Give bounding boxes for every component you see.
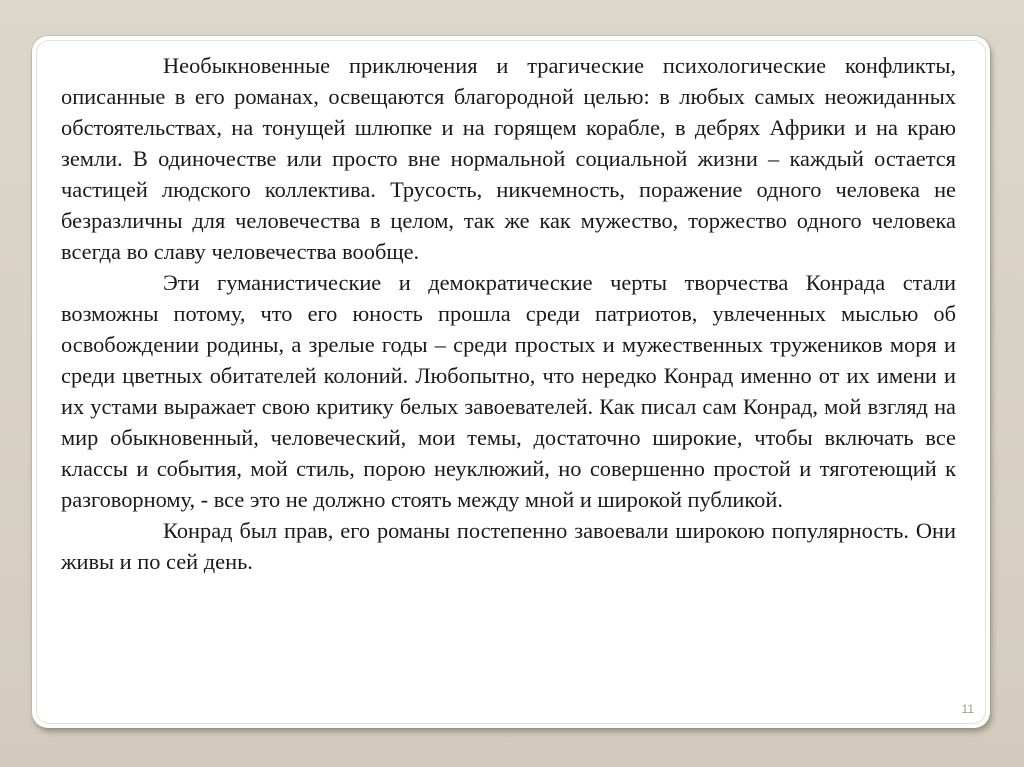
slide-text-body [61, 50, 956, 577]
paragraph-3: Конрад был прав, его романы постепенно завоевали широкою популярность. Они живы и по сей день. [61, 518, 956, 574]
paragraph-2: Эти гуманистические и демократические черты творчества Конрада стали возможны потому, что его юность прошла среди патриотов, увлеченных мыслью об освобождении родины, а зрелые годы – среди простых и мужественных тружеников моря и среди цветных обитателей колоний. Любопытно, что нередко Конрад именно от их имени и их устами выражает свою критику белых завоевателей. Как писал сам Конрад, мой взгляд на мир обыкновенный, человеческий, мои темы, достаточно широкие, чтобы включать все классы и события, мой стиль, порою неуклюжий, но совершенно простой и тяготеющий к разговорному, - все это не должно стоять между мной и широкой публикой. [61, 270, 956, 512]
slide [32, 36, 990, 728]
paragraph-1: Необыкновенные приключения и трагические психологические конфликты, описанные в его романах, освещаются благородной целью: в любых самых неожиданных обстоятельствах, на тонущей шлюпке и на горящем корабле, в дебрях Африки и на краю земли. В одиночестве или просто вне нормальной социальной жизни – каждый остается частицей людского коллектива. Трусость, никчемность, поражение одного человека не безразличны для человечества в целом, так же как мужество, торжество одного человека всегда во славу человечества вообще. [61, 53, 956, 264]
page-number: 11 [961, 702, 974, 716]
